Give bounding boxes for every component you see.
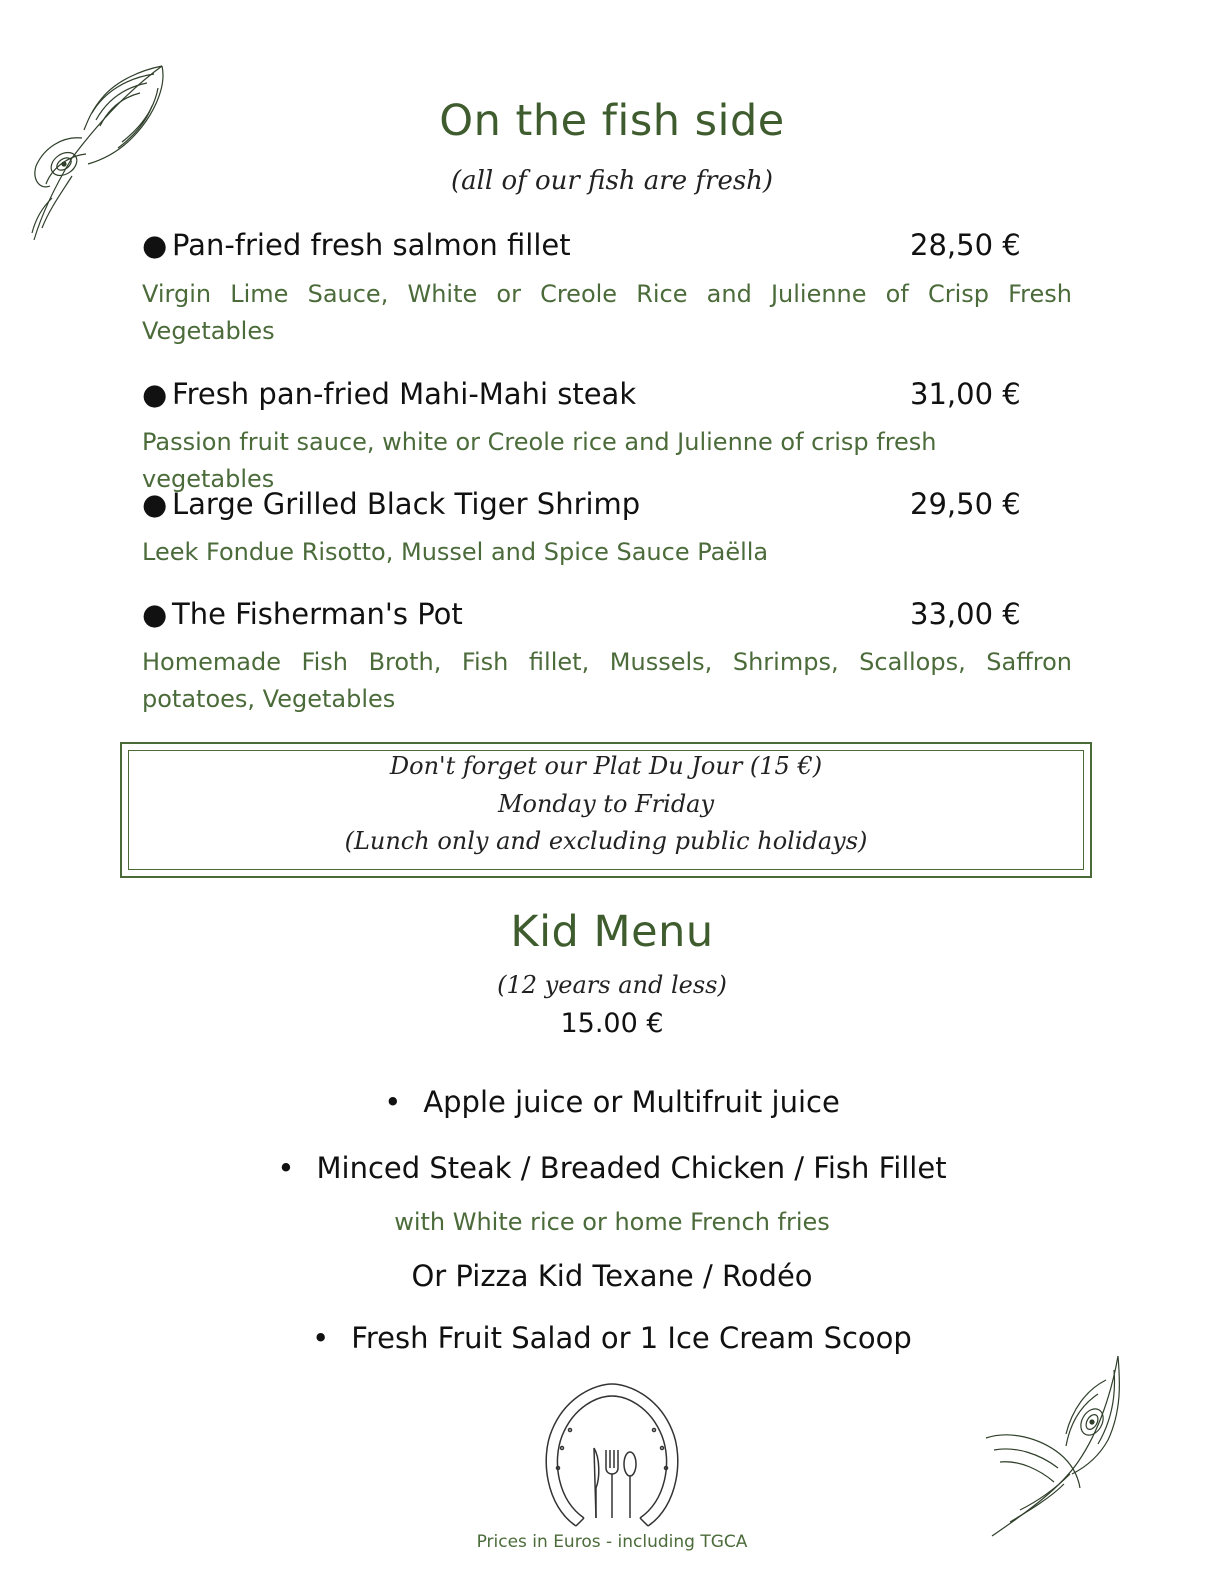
kid-menu-dessert-label: Fresh Fruit Salad or 1 Ice Cream Scoop — [351, 1321, 912, 1355]
kid-menu-price: 15.00 € — [560, 1008, 664, 1039]
menu-item-price: 28,50 € — [910, 228, 1021, 262]
bullet-icon: ● — [142, 377, 168, 411]
kid-menu-drink — [0, 1085, 1224, 1119]
kid-menu-dessert — [0, 1321, 1224, 1355]
bullet-icon: • — [312, 1321, 330, 1355]
menu-item-title: The Fisherman's Pot — [172, 597, 463, 631]
notice-line: (Lunch only and excluding public holidays) — [344, 827, 868, 855]
kid-menu-main — [0, 1151, 1224, 1185]
menu-item-name — [142, 487, 640, 521]
fish-section-subtitle: (all of our fish are fresh) — [450, 166, 774, 196]
horseshoe-cutlery-logo — [536, 1378, 688, 1530]
kid-menu-subtitle: (12 years and less) — [497, 971, 727, 999]
kid-menu-main-label: Minced Steak / Breaded Chicken / Fish Fillet — [316, 1151, 947, 1185]
kid-menu-alternative-label: Pizza Kid Texane / Rodéo — [455, 1259, 813, 1293]
menu-item-name — [142, 228, 571, 262]
notice-line: Monday to Friday — [497, 790, 715, 818]
menu-item-description: Virgin Lime Sauce, White or Creole Rice and Julienne of Crisp Fresh Vegetables — [142, 280, 1072, 345]
bullet-icon: • — [384, 1085, 402, 1119]
menu-item-description: Homemade Fish Broth, Fish fillet, Mussels, Shrimps, Scallops, Saffron potatoes, Vegetables — [142, 648, 1072, 713]
menu-item-description: Leek Fondue Risotto, Mussel and Spice Sauce Paëlla — [142, 538, 769, 566]
plat-du-jour-notice — [120, 742, 1092, 878]
menu-item-title: Large Grilled Black Tiger Shrimp — [172, 487, 641, 521]
menu-item-name — [142, 377, 636, 411]
peacock-feather-icon — [22, 58, 172, 248]
kid-menu-alternative — [0, 1259, 1224, 1293]
menu-item-price: 31,00 € — [910, 377, 1021, 411]
menu-item-price: 29,50 € — [910, 487, 1021, 521]
bullet-icon: • — [277, 1151, 295, 1185]
menu-item-title: Pan-fried fresh salmon fillet — [172, 228, 571, 262]
bullet-icon: ● — [142, 597, 168, 631]
kid-menu-main-side: with White rice or home French fries — [394, 1208, 830, 1236]
menu-item-title: Fresh pan-fried Mahi-Mahi steak — [172, 377, 637, 411]
peacock-feather-icon — [980, 1350, 1130, 1540]
bullet-icon: ● — [142, 228, 168, 262]
menu-item-name — [142, 597, 463, 631]
footer-note: Prices in Euros - including TGCA — [476, 1532, 748, 1552]
bullet-icon: ● — [142, 487, 168, 521]
kid-menu-title: Kid Menu — [510, 907, 714, 957]
notice-line: Don't forget our Plat Du Jour (15 €) — [389, 752, 823, 780]
or-prefix: Or — [411, 1259, 447, 1293]
fish-section-title: On the fish side — [439, 96, 785, 146]
menu-item-description: Passion fruit sauce, white or Creole rice and Julienne of crisp fresh vegetables — [142, 428, 937, 493]
kid-menu-drink-label: Apple juice or Multifruit juice — [423, 1085, 840, 1119]
menu-item-price: 33,00 € — [910, 597, 1021, 631]
